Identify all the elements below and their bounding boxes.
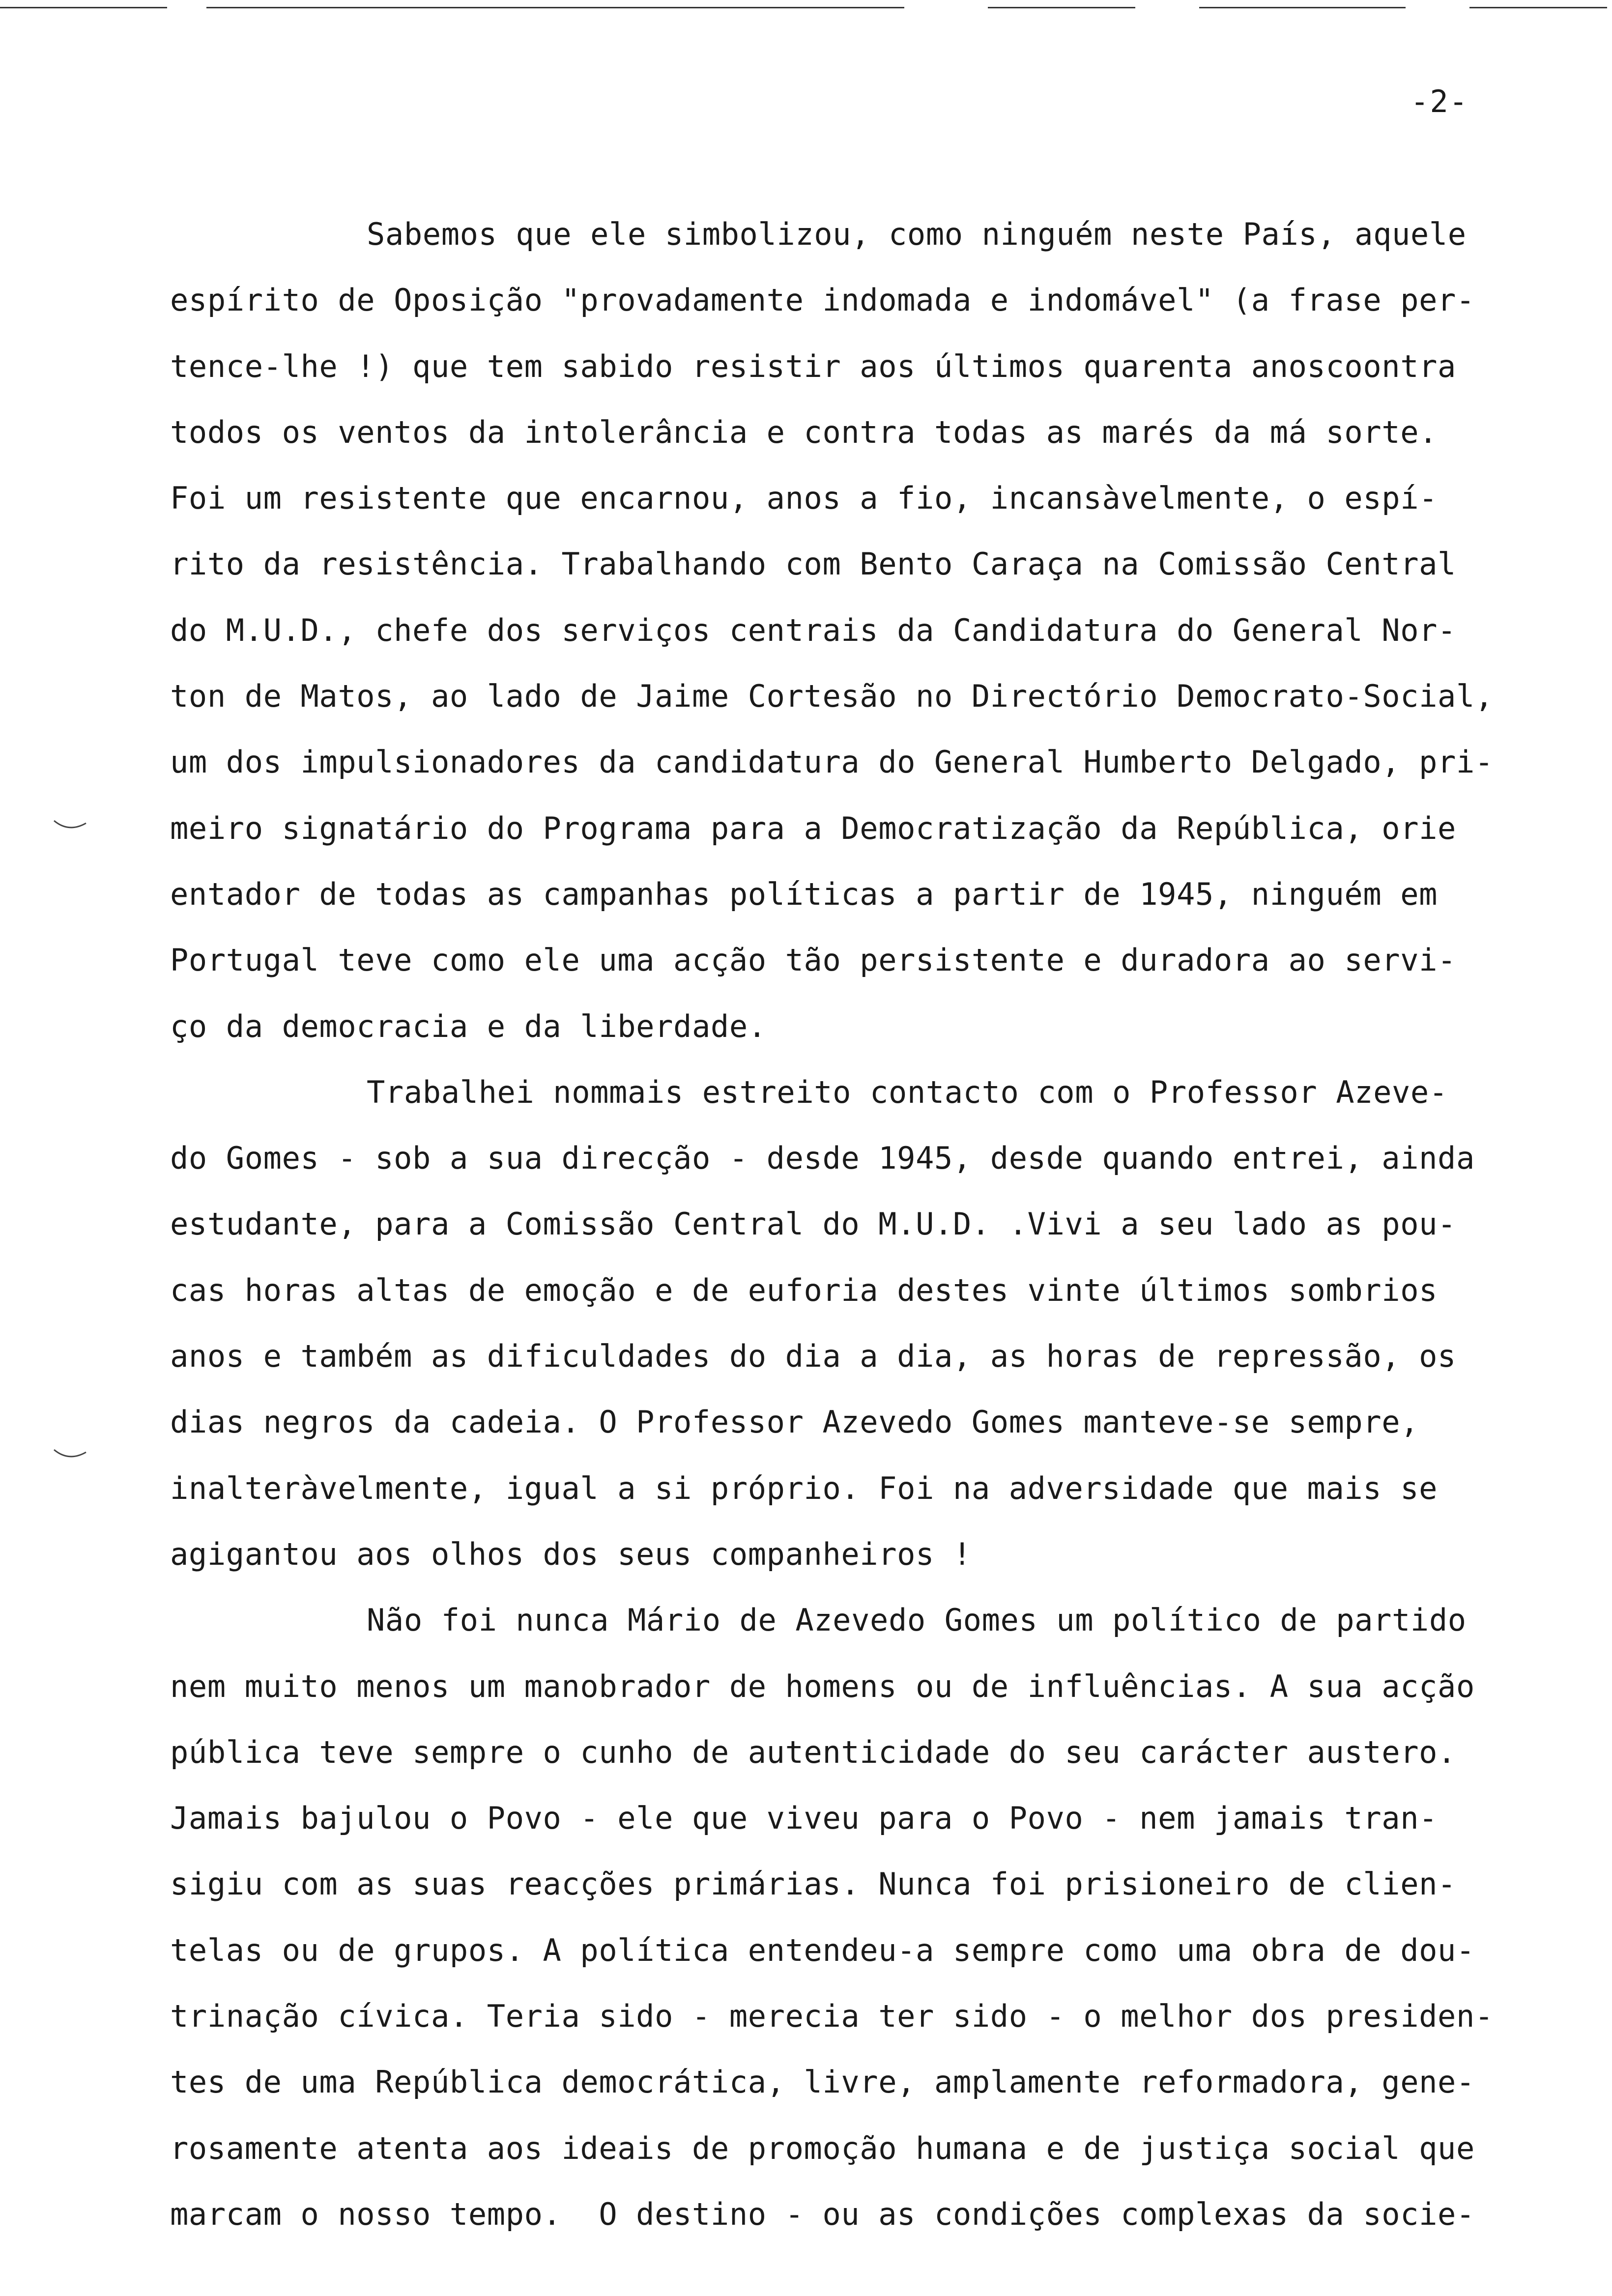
text-line: Trabalhei nommais estreito contacto com o Professor Azeve- xyxy=(367,1074,1448,1110)
text-line: pública teve sempre o cunho de autenticidade do seu carácter austero. xyxy=(170,1734,1456,1770)
text-line: um dos impulsionadores da candidatura do General Humberto Delgado, pri- xyxy=(170,744,1494,780)
text-line: inalteràvelmente, igual a si próprio. Foi na adversidade que mais se xyxy=(170,1470,1438,1506)
text-line: nem muito menos um manobrador de homens ou de influências. A sua acção xyxy=(170,1668,1475,1704)
text-line: sigiu com as suas reacções primárias. Nunca foi prisioneiro de clien- xyxy=(170,1866,1456,1902)
punch-hole-mark xyxy=(49,811,88,840)
text-line: telas ou de grupos. A política entendeu-a sempre como uma obra de dou- xyxy=(170,1932,1475,1968)
text-line: Jamais bajulou o Povo - ele que viveu para o Povo - nem jamais tran- xyxy=(170,1800,1438,1837)
text-line: todos os ventos da intolerância e contra todas as marés da má sorte. xyxy=(170,414,1438,450)
text-line: ço da democracia e da liberdade. xyxy=(170,1008,767,1044)
body-text xyxy=(170,201,1585,2247)
text-line: tence-lhe !) que tem sabido resistir aos últimos quarenta anoscoontra xyxy=(170,348,1456,384)
text-line: Foi um resistente que encarnou, anos a fio, incansàvelmente, o espí- xyxy=(170,480,1438,517)
text-line: do M.U.D., chefe dos serviços centrais da Candidatura do General Nor- xyxy=(170,612,1456,648)
text-line: espírito de Oposição "provadamente indomada e indomável" (a frase per- xyxy=(170,282,1475,318)
scan-edge-marks xyxy=(0,7,1612,10)
text-line: cas horas altas de emoção e de euforia destes vinte últimos sombrios xyxy=(170,1272,1438,1308)
text-line: Não foi nunca Mário de Azevedo Gomes um político de partido xyxy=(367,1602,1467,1638)
text-line: tes de uma República democrática, livre, amplamente reformadora, gene- xyxy=(170,2064,1475,2100)
text-line: rosamente atenta aos ideais de promoção humana e de justiça social que xyxy=(170,2130,1475,2166)
text-line: meiro signatário do Programa para a Democratização da República, orie xyxy=(170,810,1456,846)
punch-hole-mark xyxy=(49,1440,88,1469)
text-line: rito da resistência. Trabalhando com Bento Caraça na Comissão Central xyxy=(170,546,1456,582)
text-line: estudante, para a Comissão Central do M.U.D. .Vivi a seu lado as pou- xyxy=(170,1206,1456,1242)
text-line: dias negros da cadeia. O Professor Azevedo Gomes manteve-se sempre, xyxy=(170,1404,1419,1440)
text-line: marcam o nosso tempo. O destino - ou as condições complexas da socie- xyxy=(170,2196,1475,2232)
text-line: Portugal teve como ele uma acção tão persistente e duradora ao servi- xyxy=(170,942,1456,978)
text-line: trinação cívica. Teria sido - merecia ter sido - o melhor dos presiden- xyxy=(170,1998,1494,2035)
text-line: anos e também as dificuldades do dia a dia, as horas de repressão, os xyxy=(170,1338,1456,1375)
text-line: Sabemos que ele simbolizou, como ninguém neste País, aquele xyxy=(367,216,1467,252)
text-line: entador de todas as campanhas políticas a partir de 1945, ninguém em xyxy=(170,876,1438,912)
text-line: ton de Matos, ao lado de Jaime Cortesão no Directório Democrato-Social, xyxy=(170,678,1494,715)
text-line: agigantou aos olhos dos seus companheiros ! xyxy=(170,1536,972,1572)
page-number: -2- xyxy=(1410,84,1468,119)
text-line: do Gomes - sob a sua direcção - desde 1945, desde quando entrei, ainda xyxy=(170,1140,1475,1177)
